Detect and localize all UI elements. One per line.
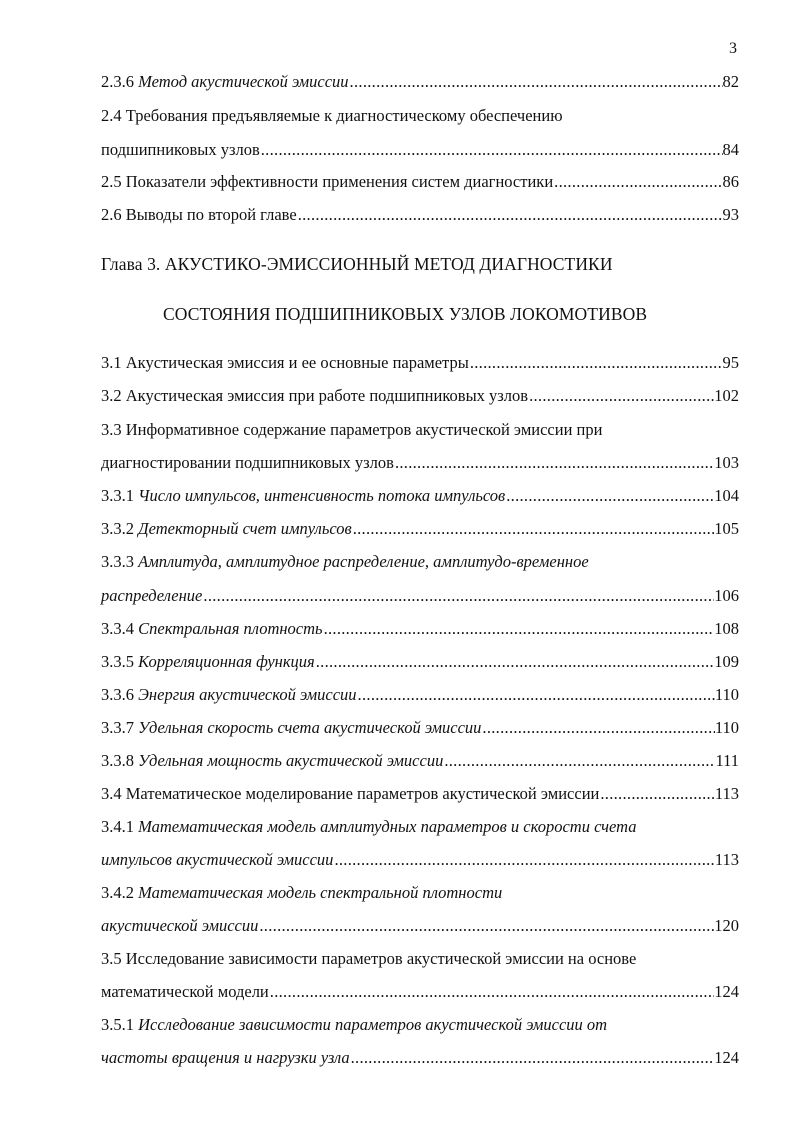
toc-entry-number: 3.3 [101,420,122,439]
toc-entry-3-4-2-cont [101,916,739,936]
leader-dots [269,982,714,1002]
leader-dots [352,519,715,539]
toc-entry-2-3-6 [101,72,739,92]
leader-dots [258,916,714,936]
leader-dots [528,386,714,406]
toc-entry-number: 3.5.1 [101,1015,134,1034]
toc-entry-3-1 [101,353,739,373]
toc-entry-number: 3.5 [101,949,122,968]
toc-entry-3-3 [101,420,739,440]
toc-entry-title: Удельная мощность акустической эмиссии [138,751,444,770]
toc-entry-title: Выводы по второй главе [125,205,297,224]
toc-entry-3-2 [101,386,739,406]
toc-entry-number: 2.6 [101,205,122,224]
toc-entry-title-line1: Исследование зависимости параметров акустической эмиссии от [138,1015,608,1034]
toc-entry-number: 2.5 [101,172,122,191]
leader-dots [315,652,715,672]
toc-entry-3-3-7 [101,718,739,738]
leader-dots [349,72,723,92]
toc-entry-page: 93 [722,205,739,224]
toc-entry-3-4-2 [101,883,739,903]
toc-entry-3-3-1 [101,486,739,506]
toc-entry-page: 113 [714,784,739,803]
toc-entry-title-line2: диагностировании подшипниковых узлов [101,453,394,472]
toc-entry-title-line1: Математическая модель спектральной плотности [138,883,503,902]
toc-entry-page: 102 [714,386,739,405]
leader-dots [599,784,715,804]
leader-dots [505,486,714,506]
toc-entry-number: 3.3.1 [101,486,134,505]
toc-entry-page: 106 [714,586,739,605]
toc-entry-title-line2: математической модели [101,982,269,1001]
leader-dots [202,586,714,606]
leader-dots [297,205,723,225]
toc-entry-page: 110 [714,685,739,704]
toc-entry-number: 3.3.8 [101,751,134,770]
toc-entry-title: Детекторный счет импульсов [138,519,352,538]
toc-entry-title: Показатели эффективности применения систем диагностики [125,172,554,191]
toc-entry-title-line1: Исследование зависимости параметров акустической эмиссии на основе [125,949,637,968]
leader-dots [443,751,715,771]
toc-entry-number: 3.3.2 [101,519,134,538]
toc-entry-3-5-cont [101,982,739,1002]
toc-entry-page: 120 [714,916,739,935]
toc-entry-number: 3.1 [101,353,122,372]
toc-entry-title-line1: Математическая модель амплитудных параметров и скорости счета [138,817,637,836]
toc-entry-3-5-1-cont [101,1048,739,1068]
toc-entry-title: Число импульсов, интенсивность потока импульсов [138,486,506,505]
page-number: 3 [729,40,737,57]
toc-entry-page: 113 [714,850,739,869]
toc-entry-title: Корреляционная функция [138,652,315,671]
toc-entry-2-4 [101,106,739,126]
leader-dots [323,619,715,639]
leader-dots [481,718,714,738]
leader-dots [333,850,714,870]
toc-entry-number: 3.3.4 [101,619,134,638]
toc-entry-3-3-3 [101,552,739,572]
toc-entry-number: 3.4 [101,784,122,803]
toc-entry-3-3-5 [101,652,739,672]
toc-entry-3-3-3-cont [101,586,739,606]
toc-entry-3-3-8 [101,751,739,771]
toc-entry-number: 3.3.7 [101,718,134,737]
toc-entry-3-3-2 [101,519,739,539]
toc-entry-3-4 [101,784,739,804]
toc-entry-page: 110 [714,718,739,737]
chapter-heading-line2: СОСТОЯНИЯ ПОДШИПНИКОВЫХ УЗЛОВ ЛОКОМОТИВОВ [163,304,648,324]
toc-entry-number: 3.3.5 [101,652,134,671]
toc-entry-3-3-cont [101,453,739,473]
toc-entry-title-line2: подшипниковых узлов [101,140,260,159]
toc-entry-title-line2: акустической эмиссии [101,916,259,935]
toc-entry-title: Спектральная плотность [138,619,323,638]
toc-entry-page: 108 [714,619,739,638]
toc-entry-page: 86 [722,172,739,191]
toc-entry-2-6 [101,205,739,225]
toc-entry-3-4-1 [101,817,739,837]
leader-dots [357,685,715,705]
toc-entry-title: Акустическая эмиссия при работе подшипниковых узлов [125,386,529,405]
toc-entry-title: Метод акустической эмиссии [138,72,349,91]
toc-entry-3-3-6 [101,685,739,705]
toc-entry-number: 3.2 [101,386,122,405]
toc-entry-3-5 [101,949,739,969]
toc-entry-3-3-4 [101,619,739,639]
toc-entry-number: 2.4 [101,106,122,125]
toc-entry-page: 109 [714,652,739,671]
toc-entry-title-line2: импульсов акустической эмиссии [101,850,334,869]
chapter-heading-line1: Глава 3. АКУСТИКО-ЭМИССИОННЫЙ МЕТОД ДИАГНОСТИКИ [101,254,613,274]
leader-dots [350,1048,715,1068]
toc-entry-number: 3.4.1 [101,817,134,836]
toc-entry-page: 84 [722,140,739,159]
leader-dots [553,172,722,192]
toc-entry-3-4-1-cont [101,850,739,870]
toc-entry-title: Математическое моделирование параметров акустической эмиссии [125,784,600,803]
toc-entry-title-line2: распределение [101,586,203,605]
leader-dots [260,140,723,160]
toc-entry-page: 95 [722,353,739,372]
toc-entry-page: 103 [714,453,739,472]
toc-entry-number: 3.4.2 [101,883,134,902]
toc-entry-2-5 [101,172,739,192]
toc-entry-2-4-cont [101,140,739,160]
toc-entry-3-5-1 [101,1015,739,1035]
toc-entry-page: 82 [722,72,739,91]
toc-entry-title: Удельная скорость счета акустической эмиссии [138,718,482,737]
toc-entry-number: 3.3.6 [101,685,134,704]
toc-entry-number: 3.3.3 [101,552,134,571]
toc-entry-page: 104 [714,486,739,505]
toc-entry-title-line2: частоты вращения и нагрузки узла [101,1048,350,1067]
toc-entry-page: 124 [714,982,739,1001]
toc-entry-page: 111 [715,751,739,770]
toc-entry-title-line1: Амплитуда, амплитудное распределение, амплитудо-временное [138,552,589,571]
toc-entry-page: 105 [714,519,739,538]
toc-entry-title: Акустическая эмиссия и ее основные параметры [125,353,469,372]
toc-entry-number: 2.3.6 [101,72,134,91]
leader-dots [394,453,714,473]
toc-entry-title-line1: Требования предъявляемые к диагностическому обеспечению [125,106,563,125]
toc-entry-title-line1: Информативное содержание параметров акустической эмиссии при [125,420,603,439]
toc-entry-title: Энергия акустической эмиссии [138,685,357,704]
toc-entry-page: 124 [714,1048,739,1067]
leader-dots [469,353,723,373]
